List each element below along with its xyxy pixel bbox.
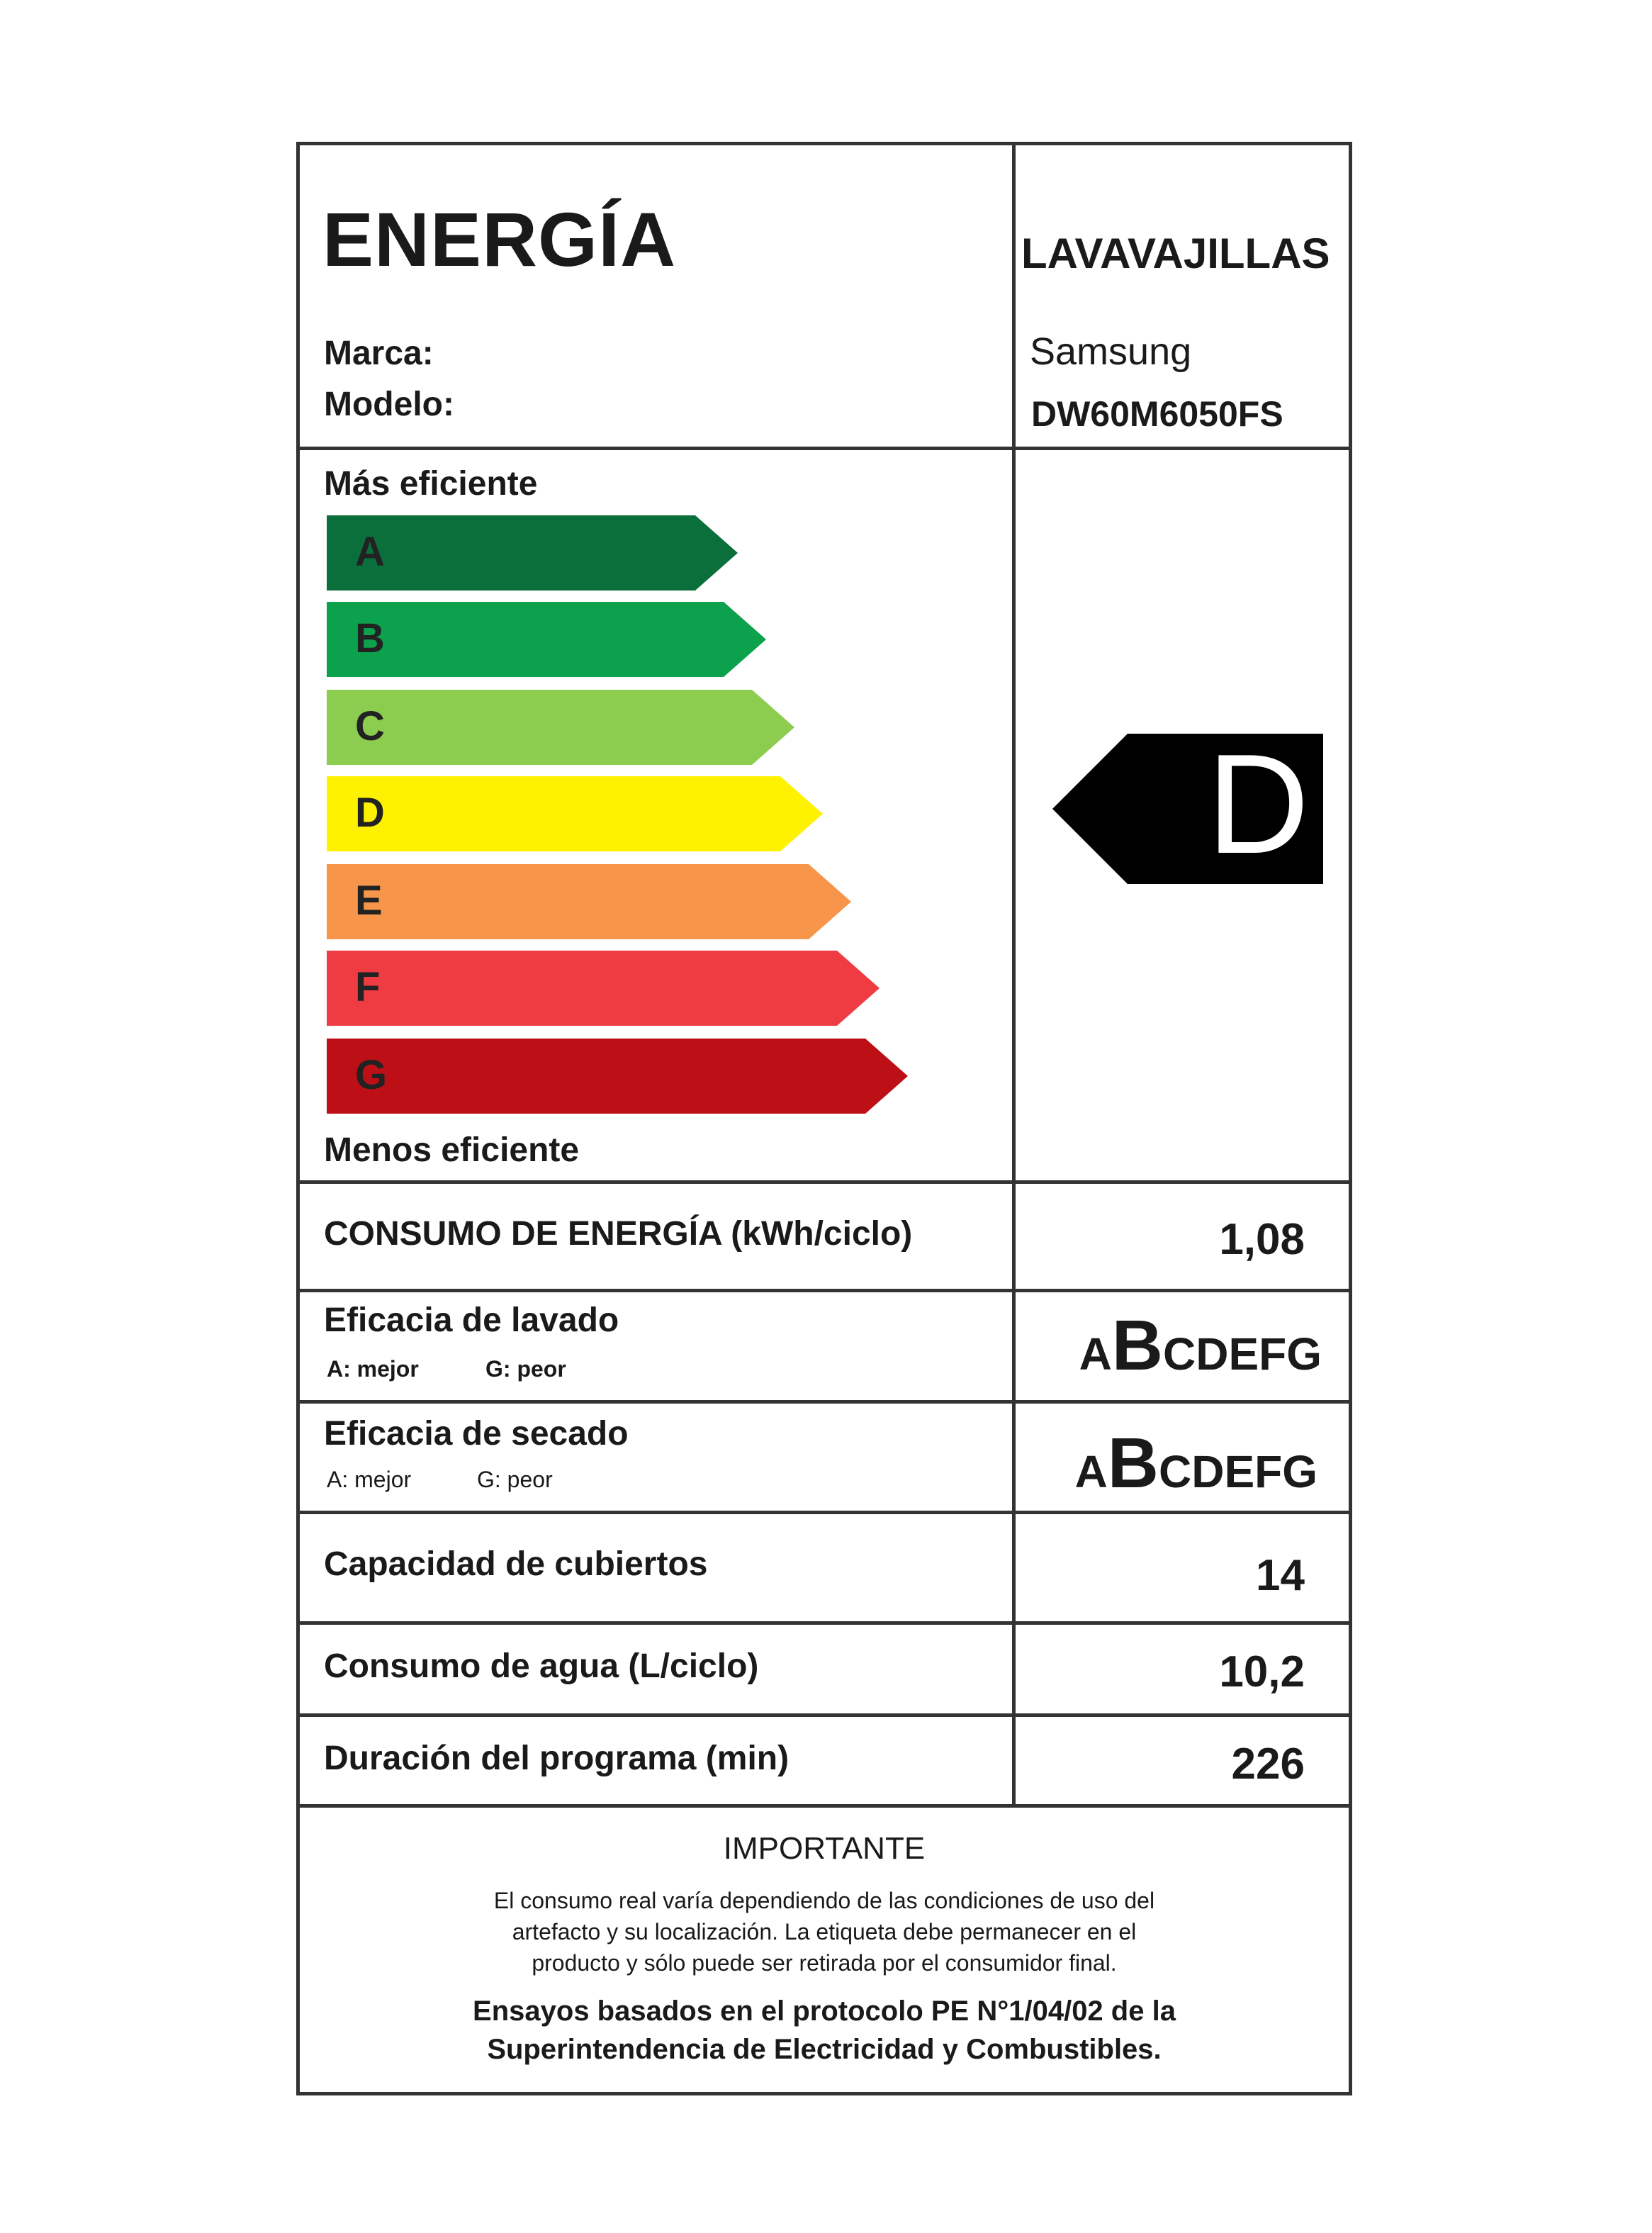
capacity-value: 14 — [1256, 1551, 1305, 1600]
column-divider — [1012, 145, 1016, 1806]
class-letter-b: B — [355, 615, 385, 661]
dry-scale-selected: B — [1107, 1423, 1159, 1503]
divider — [300, 447, 1349, 450]
class-letter-a: A — [355, 529, 385, 575]
protocol-note-line-2: Superintendencia de Electricidad y Combustibles. — [487, 2034, 1162, 2065]
energy-consumption-value: 1,08 — [1219, 1215, 1305, 1264]
water-consumption-value: 10,2 — [1219, 1647, 1305, 1696]
class-letter-e: E — [355, 878, 383, 924]
water-consumption-label: Consumo de agua (L/ciclo) — [324, 1647, 759, 1685]
important-note-line-3: producto y sólo puede ser retirada por el consumidor final. — [532, 1950, 1117, 1976]
class-arrow-g — [327, 1039, 915, 1114]
dry-worst-label: G: peor — [477, 1467, 553, 1492]
divider — [300, 1289, 1349, 1292]
divider — [300, 1621, 1349, 1625]
most-efficient-label: Más eficiente — [324, 465, 538, 503]
label-title: ENERGÍA — [322, 196, 677, 282]
wash-scale-selected: B — [1111, 1306, 1163, 1385]
appliance-type: LAVAVAJILLAS — [1021, 230, 1330, 277]
divider — [300, 1400, 1349, 1404]
dry-best-label: A: mejor — [327, 1467, 412, 1492]
model-value: DW60M6050FS — [1031, 394, 1283, 434]
wash-worst-label: G: peor — [485, 1356, 566, 1382]
least-efficient-label: Menos eficiente — [324, 1131, 580, 1169]
class-arrow-e — [327, 864, 858, 939]
dry-scale-after: CDEFG — [1159, 1446, 1317, 1497]
class-arrow-d — [327, 776, 830, 851]
energy-consumption-label: CONSUMO DE ENERGÍA (kWh/ciclo) — [324, 1215, 913, 1253]
divider — [300, 1713, 1349, 1717]
important-note-line-1: El consumo real varía dependiendo de las condiciones de uso del — [493, 1888, 1155, 1913]
class-arrow-f — [327, 951, 887, 1026]
wash-efficacy-scale — [1079, 1305, 1322, 1387]
wash-scale-before: A — [1079, 1328, 1112, 1379]
class-arrow-a — [327, 515, 745, 591]
wash-scale-after: CDEFG — [1163, 1328, 1322, 1379]
wash-efficacy-label: Eficacia de lavado — [324, 1302, 619, 1339]
brand-value: Samsung — [1030, 330, 1192, 373]
class-letter-f: F — [355, 964, 381, 1010]
dry-efficacy-scale — [1075, 1423, 1317, 1504]
protocol-note-line-1: Ensayos basados en el protocolo PE N°1/04/02 de la — [473, 1996, 1176, 2027]
class-letter-g: G — [355, 1052, 388, 1098]
important-heading: IMPORTANTE — [723, 1831, 926, 1866]
divider — [300, 1511, 1349, 1514]
class-letter-c: C — [355, 703, 385, 749]
divider — [300, 1180, 1349, 1184]
model-label: Modelo: — [324, 386, 454, 423]
capacity-label: Capacidad de cubiertos — [324, 1545, 708, 1583]
divider — [300, 1804, 1349, 1808]
brand-label: Marca: — [324, 335, 434, 372]
class-arrow-b — [327, 602, 773, 677]
dry-efficacy-label: Eficacia de secado — [324, 1415, 629, 1453]
wash-best-label: A: mejor — [327, 1356, 419, 1382]
class-letter-d: D — [355, 790, 385, 836]
program-duration-value: 226 — [1231, 1740, 1305, 1789]
class-arrow-c — [327, 690, 802, 765]
energy-label — [296, 142, 1352, 2095]
program-duration-label: Duración del programa (min) — [324, 1740, 790, 1777]
important-note-line-2: artefacto y su localización. La etiqueta debe permanecer en el — [512, 1919, 1137, 1944]
rating-letter: D — [1207, 725, 1310, 883]
dry-scale-before: A — [1074, 1446, 1108, 1497]
